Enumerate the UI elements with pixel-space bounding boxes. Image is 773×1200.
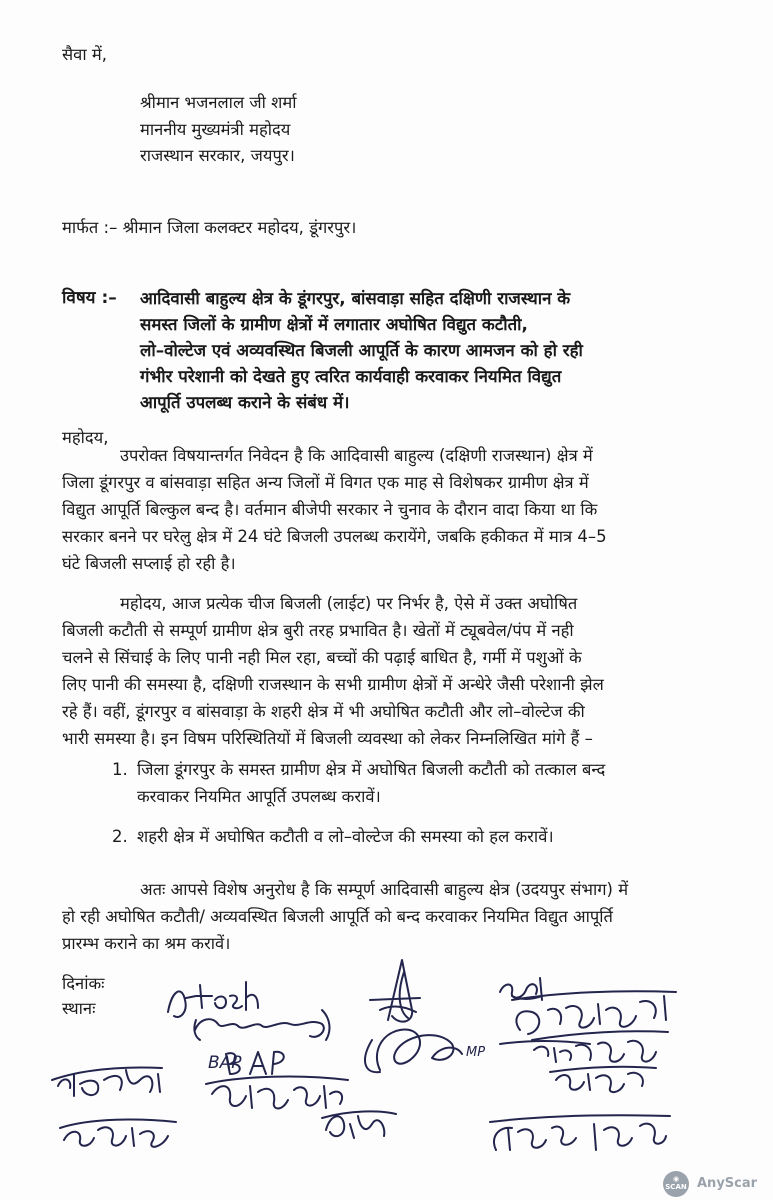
demand-number: 2. [112,827,128,846]
subject-line: लो–वोल्टेज एवं अव्यवस्थित बिजली आपूर्ति के कारण आमजन को हो रही [140,340,583,360]
demand-line: जिला डूंगरपुर के समस्त ग्रामीण क्षेत्र में अघोषित बिजली कटौती को तत्काल बन्द [137,760,606,779]
signature-scribble [365,1029,462,1072]
signature-scribble [322,1111,396,1138]
recipient-name: श्रीमान भजनलाल जी शर्मा [140,93,297,112]
signature-scribble [52,1068,162,1097]
subject-line: गंभीर परेशानी को देखते हुए त्वरित कार्यवाही करवाकर नियमित विद्युत [140,366,562,386]
signature-scribble [206,1077,348,1109]
demand-line: शहरी क्षेत्र में अघोषित कटौती व लो–वोल्टेज की समस्या को हल करावें। [137,827,554,846]
demand-number: 1. [112,760,128,779]
via-line: मार्फत :– श्रीमान जिला कलक्टर महोदय, डूंगरपुर। [62,218,357,237]
scan-app-icon: ◉ SCAN [663,1171,689,1197]
paragraph-line: अतः आपसे विशेष अनुरोध है कि सम्पूर्ण आदिवासी बाहुल्य क्षेत्र (उदयपुर संभाग) में [140,880,629,899]
paragraph-line: घंटे बिजली सप्लाई हो रही है। [62,554,236,573]
salutation-to: सैवा में, [62,45,107,64]
paragraph-line: प्रारम्भ कराने का श्रम करावें। [62,934,231,953]
demand-line: करवाकर नियमित आपूर्ति उपलब्ध करावें। [137,787,381,806]
greeting: महोदय, [62,428,109,447]
subject-line: आदिवासी बाहुल्य क्षेत्र के डूंगरपुर, बांसवाड़ा सहित दक्षिणी राजस्थान के [140,288,571,308]
paragraph-line: महोदय, आज प्रत्येक चीज बिजली (लाईट) पर निर्भर है, ऐसे में उक्त अघोषित [120,594,578,613]
paragraph-line: जिला डूंगरपुर व बांसवाड़ा सहित अन्य जिलों में विगत एक माह से विशेषकर ग्रामीण क्षेत्र में [62,473,589,492]
signature-scribble [60,1120,176,1147]
paragraph-line: बिजली कटौती से सम्पूर्ण ग्रामीण क्षेत्र बुरी तरह प्रभावित है। खेतों में ट्यूबवेल/पंप में नही [62,621,574,640]
scan-icon-label: SCAN [665,1183,687,1191]
paragraph-line: भारी समस्या है। इन विषम परिस्थितियों में बिजली व्यवस्था को लेकर निम्नलिखित मांगे हैं – [62,729,593,748]
subject-line: समस्त जिलों के ग्रामीण क्षेत्रों में लगातार अघोषित विद्युत कटौती, [140,314,528,334]
signature-scribble [500,1041,590,1044]
subject-label: विषय :– [62,288,117,308]
signature-bap-text: BAP [208,1053,242,1073]
paragraph-line: चलने से सिंचाई के लिए पानी नही मिल रहा, बच्चों की पढ़ाई बाधित है, गर्मी में पशुओं के [62,648,582,667]
scanner-footer [663,1170,773,1200]
paragraph-line: सरकार बनने पर घरेलु क्षेत्र में 24 घंटे बिजली उपलब्ध करायेंगे, जबकि हकीकत में मात्र 4–5 [62,527,607,546]
signature-scribble [532,1031,668,1062]
date-label: दिनांकः [62,974,105,993]
scan-app-brand: AnyScar [697,1176,758,1191]
subject-line: आपूर्ति उपलब्ध कराने के संबंध में। [140,392,350,412]
signature-scribble [490,1115,670,1150]
signature-scribble [370,960,420,1022]
signature-scribble [168,982,329,1040]
signature-scribble [550,1067,656,1092]
paragraph-line: लिए पानी की समस्या है, दक्षिणी राजस्थान के सभी ग्रामीण क्षेत्रों में अन्धेरे जैसी परेशानी झेल [62,675,604,694]
paragraph-line: रहे हैं। वहीं, डूंगरपुर व बांसवाड़ा के शहरी क्षेत्र में भी अघोषित कटौती और लो–वोल्टेज की [62,702,585,721]
signature-mp-text: MP [466,1045,486,1060]
recipient-title: माननीय मुख्यमंत्री महोदय [140,120,291,139]
paragraph-line: विद्युत आपूर्ति बिल्कुल बन्द है। वर्तमान बीजेपी सरकार ने चुनाव के दौरान वादा किया था कि [62,500,598,519]
paragraph-line: हो रही अघोषित कटौती/ अव्यवस्थित बिजली आपूर्ति को बन्द करवाकर नियमित विद्युत आपूर्ति [62,907,613,926]
recipient-office: राजस्थान सरकार, जयपुर। [140,146,295,165]
place-label: स्थानः [62,999,96,1018]
paragraph-line: उपरोक्त विषयान्तर्गत निवेदन है कि आदिवासी बाहुल्य (दक्षिणी राजस्थान) क्षेत्र में [120,446,593,465]
